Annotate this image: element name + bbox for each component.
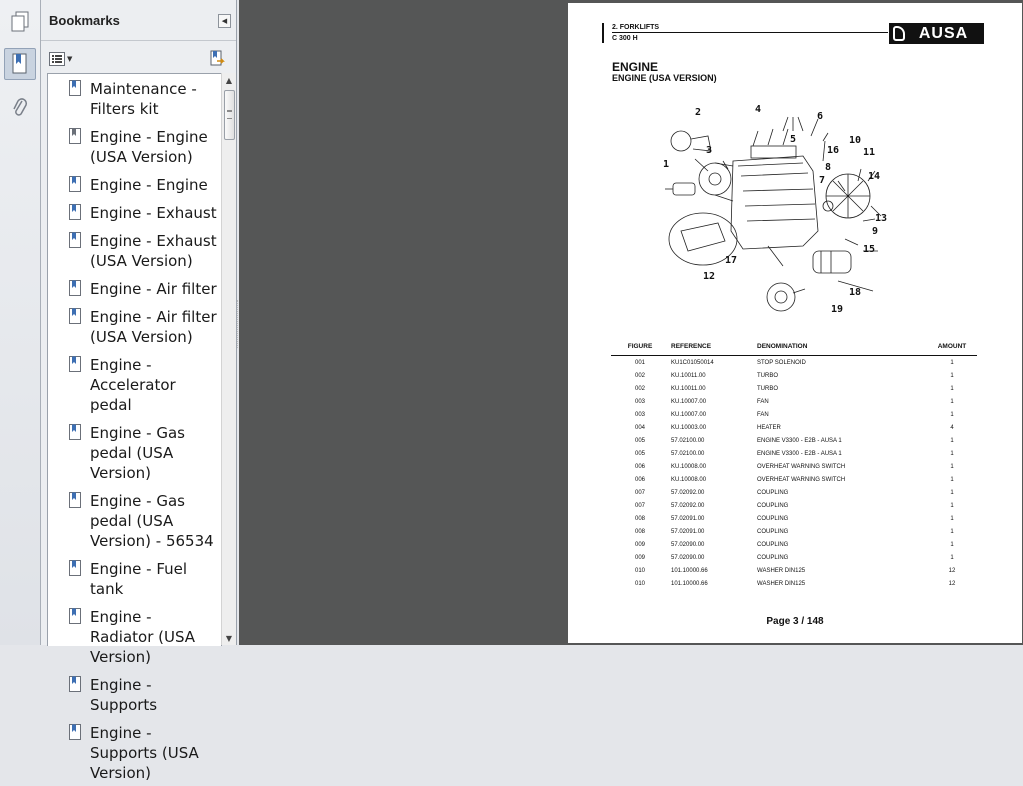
bookmark-label: Engine - Gas pedal (USA Version) <box>90 424 185 482</box>
callout-15: 15 <box>863 244 876 255</box>
cell-amount: 1 <box>950 502 954 509</box>
bookmark-item[interactable] <box>48 170 221 198</box>
engine-exploded-diagram <box>663 101 923 321</box>
options-menu-button[interactable] <box>49 51 75 67</box>
bookmark-icon <box>69 280 81 296</box>
table-row <box>611 525 977 538</box>
cell-amount: 1 <box>950 411 954 418</box>
cell-reference: 57.02091.00 <box>671 515 705 522</box>
paperclip-icon[interactable] <box>4 92 36 124</box>
cell-denomination: COUPLING <box>757 528 789 535</box>
cell-reference: KU.10008.00 <box>671 463 707 470</box>
table-row <box>611 473 977 486</box>
cell-reference: 101.10000.66 <box>671 580 708 587</box>
bookmark-label: Engine - Exhaust <box>90 204 217 222</box>
column-header-denomination: DENOMINATION <box>757 338 927 356</box>
cell-figure: 003 <box>634 411 645 418</box>
cell-amount: 1 <box>950 372 954 379</box>
cell-figure: 002 <box>634 385 645 392</box>
bookmark-item[interactable] <box>48 670 221 718</box>
bookmark-item[interactable] <box>48 350 221 418</box>
bookmark-label: Engine - Engine (USA Version) <box>90 128 208 166</box>
cell-amount: 1 <box>950 554 954 561</box>
cell-denomination: STOP SOLENOID <box>757 359 806 366</box>
bookmark-scrollbar[interactable] <box>221 73 236 645</box>
callout-4: 4 <box>755 104 762 115</box>
cell-reference: KU.10007.00 <box>671 398 707 405</box>
bookmark-icon <box>69 176 81 192</box>
cell-amount: 1 <box>950 489 954 496</box>
header-model: C 300 H <box>612 35 638 42</box>
cell-denomination: TURBO <box>757 372 778 379</box>
table-row <box>611 486 977 499</box>
logo-text: AUSA <box>918 24 969 42</box>
cell-amount: 1 <box>950 528 954 535</box>
callout-7: 7 <box>819 175 826 186</box>
cell-amount: 1 <box>950 541 954 548</box>
bookmark-label: Engine - Fuel tank <box>90 560 188 598</box>
header-section: 2. FORKLIFTS <box>612 24 660 31</box>
bookmark-icon <box>69 204 81 220</box>
cell-amount: 1 <box>950 398 954 405</box>
cell-figure: 010 <box>634 567 645 574</box>
scroll-thumb[interactable] <box>224 90 235 140</box>
cell-figure: 001 <box>634 359 645 366</box>
callout-17: 17 <box>725 255 738 266</box>
cell-figure: 008 <box>634 528 645 535</box>
cell-reference: 57.02091.00 <box>671 528 705 535</box>
table-row <box>611 434 977 447</box>
bookmark-icon <box>69 80 81 96</box>
cell-reference: KU1C01050014 <box>671 359 714 366</box>
cell-figure: 009 <box>634 554 645 561</box>
callout-1: 1 <box>663 159 670 170</box>
callout-18: 18 <box>849 287 862 298</box>
cell-amount: 12 <box>948 567 956 574</box>
cell-reference: 57.02092.00 <box>671 489 705 496</box>
cell-denomination: FAN <box>757 398 769 405</box>
bookmark-icon <box>69 232 81 248</box>
cell-figure: 006 <box>634 476 645 483</box>
cell-denomination: COUPLING <box>757 554 789 561</box>
parts-table-body <box>611 356 977 591</box>
bookmark-item[interactable] <box>48 486 221 554</box>
cell-amount: 1 <box>950 385 954 392</box>
cell-amount: 1 <box>950 463 954 470</box>
parts-table <box>611 338 977 590</box>
cell-figure: 005 <box>634 450 645 457</box>
callout-10: 10 <box>849 135 862 146</box>
table-row <box>611 395 977 408</box>
bookmark-icon <box>69 492 81 508</box>
cell-denomination: WASHER DIN125 <box>757 567 806 574</box>
cell-denomination: WASHER DIN125 <box>757 580 806 587</box>
cell-figure: 003 <box>634 398 645 405</box>
callout-12: 12 <box>703 271 716 282</box>
table-row <box>611 564 977 577</box>
table-row <box>611 421 977 434</box>
cell-reference: 57.02092.00 <box>671 502 705 509</box>
callout-6: 6 <box>817 111 824 122</box>
bookmark-item[interactable] <box>48 274 221 302</box>
callout-19: 19 <box>831 304 844 315</box>
callout-16: 16 <box>827 145 840 156</box>
document-area[interactable] <box>239 0 1023 645</box>
header-rule <box>612 32 888 33</box>
cell-denomination: FAN <box>757 411 769 418</box>
cell-reference: KU.10008.00 <box>671 476 707 483</box>
bookmark-icon <box>69 128 81 144</box>
bookmark-item[interactable] <box>48 602 221 670</box>
cell-amount: 1 <box>950 515 954 522</box>
table-row <box>611 499 977 512</box>
scroll-up-icon[interactable]: ▲ <box>225 75 233 85</box>
table-row <box>611 460 977 473</box>
bookmark-label: Engine - Air filter <box>90 280 217 298</box>
bookmark-label: Engine - Exhaust (USA Version) <box>90 232 217 270</box>
bookmark-item[interactable] <box>48 74 221 122</box>
cell-denomination: ENGINE V3300 - E2B - AUSA 1 <box>757 450 842 457</box>
bookmark-item[interactable] <box>48 302 221 350</box>
callout-14: 14 <box>868 171 881 182</box>
cell-figure: 008 <box>634 515 645 522</box>
table-row <box>611 408 977 421</box>
cell-amount: 1 <box>950 359 954 366</box>
cell-denomination: COUPLING <box>757 515 789 522</box>
bookmark-icon <box>69 724 81 740</box>
bookmark-icon <box>69 356 81 372</box>
cell-denomination: COUPLING <box>757 502 789 509</box>
table-row <box>611 538 977 551</box>
cell-amount: 4 <box>950 424 954 431</box>
callout-9: 9 <box>872 226 879 237</box>
cell-denomination: ENGINE V3300 - E2B - AUSA 1 <box>757 437 842 444</box>
bookmark-label: Engine - Gas pedal (USA Version) - 56534 <box>90 492 214 550</box>
bookmark-icon <box>69 308 81 324</box>
bookmark-label: Engine - Supports <box>90 676 158 714</box>
table-row <box>611 369 977 382</box>
bookmark-label: Engine - Engine <box>90 176 208 194</box>
bookmark-icon <box>69 424 81 440</box>
callout-5: 5 <box>790 134 797 145</box>
cell-reference: 101.10000.66 <box>671 567 708 574</box>
scroll-down-icon[interactable]: ▼ <box>225 633 233 643</box>
bookmark-label: Maintenance - Filters kit <box>90 80 197 118</box>
cell-figure: 005 <box>634 437 645 444</box>
collapse-panel-button[interactable]: ◀ <box>218 14 231 28</box>
cell-amount: 12 <box>948 580 956 587</box>
callout-11: 11 <box>863 147 876 158</box>
navigation-pane-strip <box>0 0 41 645</box>
section-subtitle: ENGINE (USA VERSION) <box>612 73 717 83</box>
bookmark-list <box>47 73 222 782</box>
table-row <box>611 447 977 460</box>
cell-denomination: OVERHEAT WARNING SWITCH <box>757 463 846 470</box>
cell-figure: 009 <box>634 541 645 548</box>
cell-denomination: COUPLING <box>757 541 789 548</box>
cell-reference: 57.02100.00 <box>671 437 705 444</box>
bookmark-item[interactable] <box>48 122 221 170</box>
bookmark-label: Engine - Accelerator pedal <box>90 356 176 414</box>
options-list-icon <box>49 52 65 66</box>
cell-amount: 1 <box>950 450 954 457</box>
cell-figure: 010 <box>634 580 645 587</box>
cell-figure: 004 <box>634 424 645 431</box>
table-header-row <box>611 338 977 356</box>
expand-bookmark-icon <box>208 50 226 68</box>
cell-figure: 006 <box>634 463 645 470</box>
table-row <box>611 577 977 590</box>
header-bar <box>602 23 604 43</box>
bookmarks-panel <box>41 0 237 782</box>
cell-reference: 57.02090.00 <box>671 541 705 548</box>
bookmark-label: Engine - Air filter (USA Version) <box>90 308 217 346</box>
page-indicator: Page 3 / 148 <box>766 616 824 627</box>
bookmark-icon <box>69 560 81 576</box>
bookmark-item[interactable] <box>48 226 221 274</box>
bookmark-panel-icon[interactable] <box>4 48 36 80</box>
brand-logo <box>889 23 984 44</box>
cell-figure: 007 <box>634 489 645 496</box>
expand-bookmark-button[interactable] <box>208 50 226 68</box>
cell-amount: 1 <box>950 476 954 483</box>
table-row <box>611 356 977 370</box>
column-header-reference: REFERENCE <box>669 338 757 356</box>
panel-title: Bookmarks <box>49 13 120 28</box>
cell-denomination: OVERHEAT WARNING SWITCH <box>757 476 846 483</box>
cell-reference: KU.10007.00 <box>671 411 707 418</box>
bookmark-label: Engine - Radiator (USA Version) <box>90 608 196 666</box>
bookmark-icon <box>69 608 81 624</box>
cell-denomination: HEATER <box>757 424 781 431</box>
table-row <box>611 382 977 395</box>
cell-reference: KU.10011.00 <box>671 372 706 379</box>
cell-figure: 002 <box>634 372 645 379</box>
bookmarks-toolbar <box>41 41 236 73</box>
cell-reference: KU.10003.00 <box>671 424 707 431</box>
callout-8: 8 <box>825 162 832 173</box>
bookmark-item[interactable] <box>48 718 221 786</box>
pages-icon[interactable] <box>4 6 36 38</box>
callout-2: 2 <box>695 107 702 118</box>
bookmark-item[interactable] <box>48 198 221 226</box>
bookmark-icon <box>69 676 81 692</box>
cell-denomination: TURBO <box>757 385 778 392</box>
bookmark-label: Engine - Supports (USA Version) <box>90 724 199 782</box>
section-title: ENGINE <box>612 60 659 74</box>
column-header-amount: AMOUNT <box>927 338 977 356</box>
cell-reference: 57.02090.00 <box>671 554 705 561</box>
cell-figure: 007 <box>634 502 645 509</box>
table-row <box>611 512 977 525</box>
chevron-down-icon: ▼ <box>67 55 73 63</box>
bookmark-item[interactable] <box>48 554 221 602</box>
pdf-page <box>568 3 1022 643</box>
callout-13: 13 <box>875 213 888 224</box>
logo-mark-icon <box>893 26 905 41</box>
bookmarks-panel-header <box>41 0 236 41</box>
bookmark-item[interactable] <box>48 418 221 486</box>
table-row <box>611 551 977 564</box>
cell-reference: KU.10011.00 <box>671 385 706 392</box>
cell-amount: 1 <box>950 437 954 444</box>
column-header-figure: FIGURE <box>611 338 669 356</box>
callout-3: 3 <box>706 145 713 156</box>
cell-reference: 57.02100.00 <box>671 450 705 457</box>
cell-denomination: COUPLING <box>757 489 789 496</box>
